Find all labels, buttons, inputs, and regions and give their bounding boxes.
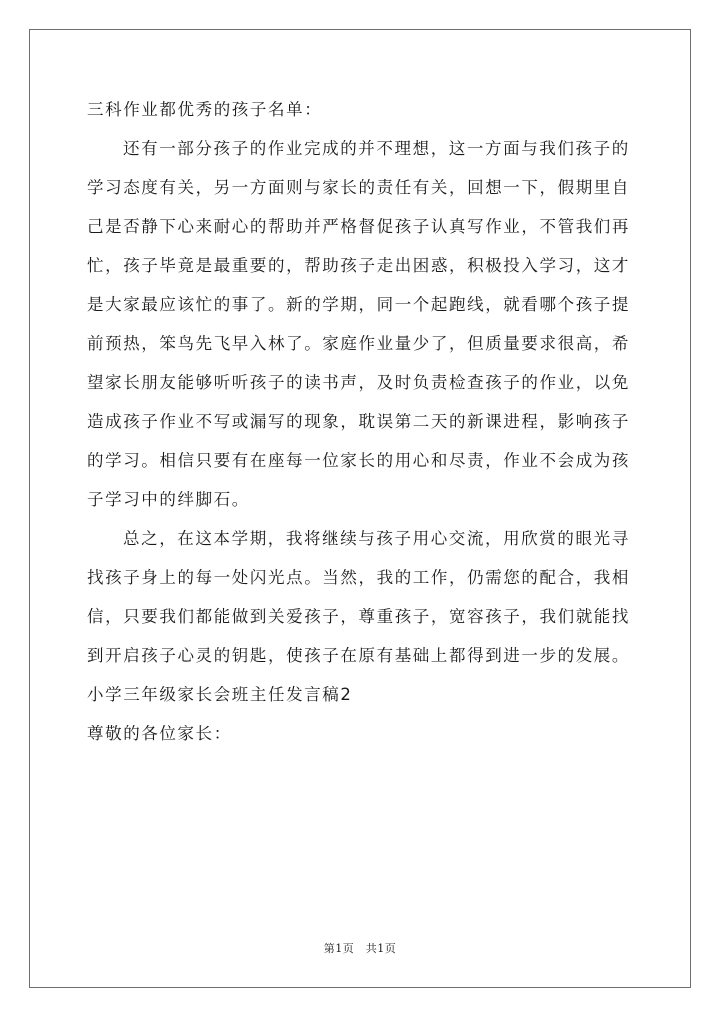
text-line: 总之，在这本学期，我将继续与孩子用心交流，用欣赏的眼光寻 — [123, 529, 630, 548]
text-line: 找孩子身上的每一处闪光点。当然，我的工作，仍需您的配合，我相 — [87, 568, 630, 587]
text-line: 望家长朋友能够听听孩子的读书声，及时负责检查孩子的作业，以免 — [87, 373, 630, 392]
text-line: 前预热，笨鸟先飞早入林了。家庭作业量少了，但质量要求很高，希 — [87, 334, 630, 353]
document-body — [87, 90, 647, 753]
text-line: 的学习。相信只要有在座每一位家长的用心和尽责，作业不会成为孩 — [87, 451, 630, 470]
text-line: 尊敬的各位家长： — [87, 724, 232, 743]
text-line: 三科作业都优秀的孩子名单： — [87, 100, 323, 119]
text-line: 忙，孩子毕竟是最重要的，帮助孩子走出困惑，积极投入学习，这才 — [87, 256, 630, 275]
text-line: 还有一部分孩子的作业完成的并不理想，这一方面与我们孩子的 — [123, 139, 630, 158]
text-line: 己是否静下心来耐心的帮助并严格督促孩子认真写作业，不管我们再 — [87, 217, 630, 236]
page-footer: 第1页 共1页 — [323, 942, 397, 955]
text-line: 造成孩子作业不写或漏写的现象，耽误第二天的新课进程，影响孩子 — [87, 412, 630, 431]
text-line: 到开启孩子心灵的钥匙，使孩子在原有基础上都得到进一步的发展。 — [87, 646, 630, 665]
text-line: 小学三年级家长会班主任发言稿2 — [87, 685, 353, 704]
text-line: 是大家最应该忙的事了。新的学期，同一个起跑线，就看哪个孩子提 — [87, 295, 630, 314]
text-line: 信，只要我们都能做到关爱孩子，尊重孩子，宽容孩子，我们就能找 — [87, 607, 630, 626]
text-line: 子学习中的绊脚石。 — [87, 490, 250, 509]
text-line: 学习态度有关，另一方面则与家长的责任有关，回想一下，假期里自 — [87, 178, 630, 197]
